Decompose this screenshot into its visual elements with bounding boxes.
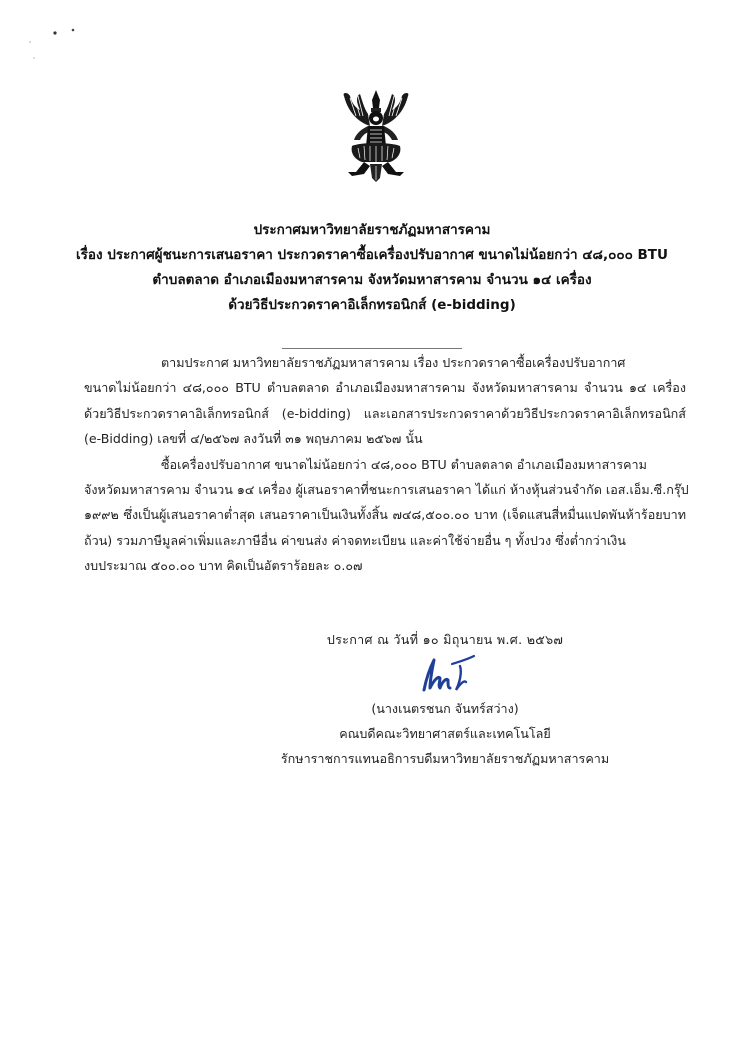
paragraph-1-line-3: ด้วยวิธีประกวดราคาอิเล็กทรอนิกส์ (e-bidding) และเอกสารประกวดราคาด้วยวิธีประกวดราคาอิเล็กทรอนิกส์ — [84, 405, 686, 421]
signatory-position-1: คณบดีคณะวิทยาศาสตร์และเทคโนโลยี — [339, 726, 551, 741]
announcement-body — [84, 350, 689, 579]
paragraph-1 — [84, 350, 686, 452]
signatory-name: (นางเนตรชนก จันทร์สว่าง) — [371, 701, 519, 716]
paragraph-1-line-1: ตามประกาศ มหาวิทยาลัยราชภัฏมหาสารคาม เรื่อง ประกวดราคาซื้อเครื่องปรับอากาศ — [161, 355, 626, 370]
paragraph-2-line-5: งบประมาณ ๕๐๐.๐๐ บาท คิดเป็นอัตราร้อยละ ๐.๐๗ — [84, 558, 363, 574]
handwritten-signature-icon — [410, 652, 480, 696]
paragraph-2-line-4: ถ้วน) รวมภาษีมูลค่าเพิ่มและภาษีอื่น ค่าขนส่ง ค่าจดทะเบียน และค่าใช้จ่ายอื่น ๆ ทั้งปวง ซึ่งต่ำกว่าเงิน — [84, 532, 626, 548]
signature-block — [260, 628, 630, 771]
announcement-date: ประกาศ ณ วันที่ ๑๐ มิถุนายน พ.ศ. ๒๕๖๗ — [326, 632, 564, 647]
scan-specks — [0, 0, 120, 80]
announcement-title — [60, 218, 684, 318]
paragraph-1-line-4: (e-Bidding) เลขที่ ๔/๒๕๖๗ ลงวันที่ ๓๑ พฤษภาคม ๒๕๖๗ นั้น — [84, 431, 423, 447]
title-line-3: ตำบลตลาด อำเภอเมืองมหาสารคาม จังหวัดมหาสารคาม จำนวน ๑๔ เครื่อง — [152, 272, 592, 288]
signatory-position-2: รักษาราชการแทนอธิการบดีมหาวิทยาลัยราชภัฏมหาสารคาม — [280, 751, 610, 766]
title-divider — [282, 348, 462, 349]
paragraph-2-line-3: ๑๙๙๒ ซึ่งเป็นผู้เสนอราคาต่ำสุด เสนอราคาเป็นเงินทั้งสิ้น ๗๔๘,๕๐๐.๐๐ บาท (เจ็ดแสนสี่หมื่นแปดพันห้าร้อยบาท — [84, 507, 686, 523]
paragraph-1-line-2: ขนาดไม่น้อยกว่า ๔๘,๐๐๐ BTU ตำบลตลาด อำเภอเมืองมหาสารคาม จังหวัดมหาสารคาม จำนวน ๑๔ เครื่อง — [84, 380, 686, 396]
title-line-2: เรื่อง ประกาศผู้ชนะการเสนอราคา ประกวดราคาซื้อเครื่องปรับอากาศ ขนาดไม่น้อยกว่า ๔๘,๐๐๐ BTU — [76, 247, 668, 263]
paragraph-2 — [84, 452, 689, 579]
garuda-emblem-icon — [330, 86, 422, 184]
paragraph-2-line-2: จังหวัดมหาสารคาม จำนวน ๑๔ เครื่อง ผู้เสนอราคาที่ชนะการเสนอราคา ได้แก่ ห้างหุ้นส่วนจำกัด เอส.เอ็ม.ซี.กรุ๊ป — [84, 482, 689, 498]
title-line-1: ประกาศมหาวิทยาลัยราชภัฏมหาสารคาม — [253, 222, 491, 238]
title-line-4: ด้วยวิธีประกวดราคาอิเล็กทรอนิกส์ (e-bidding) — [228, 297, 516, 313]
paragraph-2-line-1: ซื้อเครื่องปรับอากาศ ขนาดไม่น้อยกว่า ๔๘,๐๐๐ BTU ตำบลตลาด อำเภอเมืองมหาสารคาม — [161, 456, 647, 472]
